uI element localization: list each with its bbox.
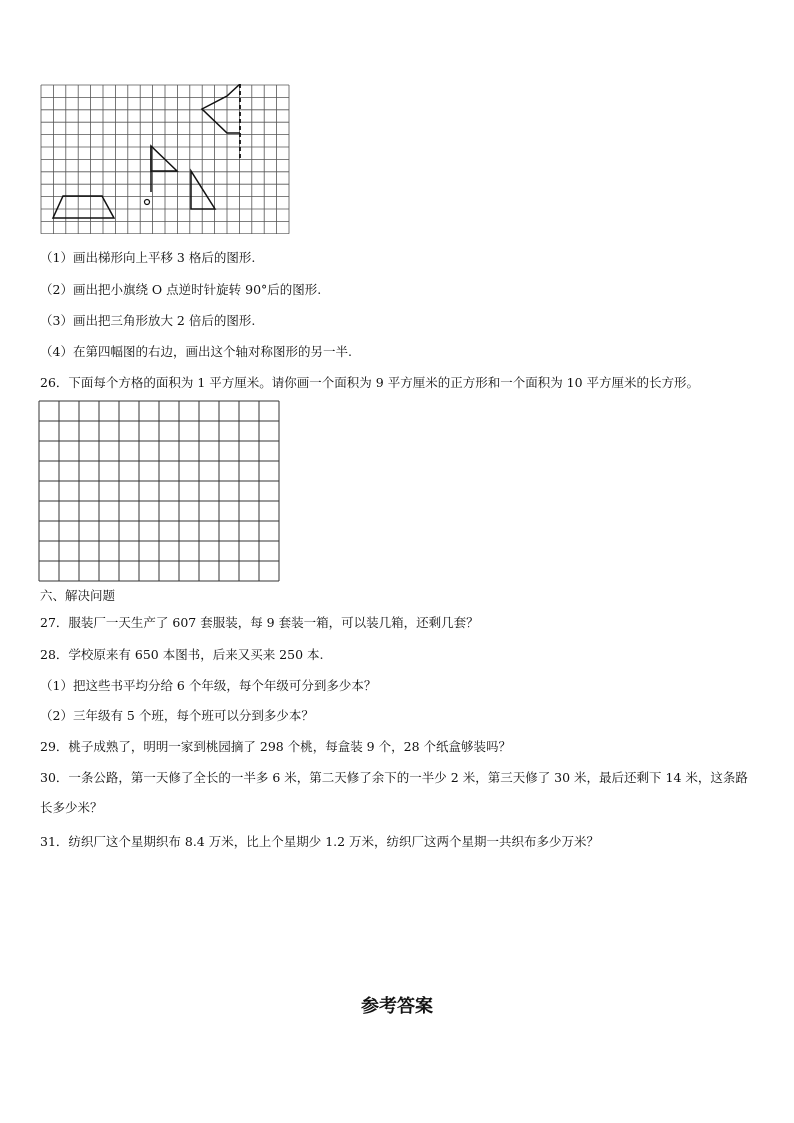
question-28: 28．学校原来有 650 本图书，后来又买来 250 本. [40, 647, 324, 662]
half-symmetric-shape [202, 84, 240, 133]
answer-title: 参考答案 [361, 996, 433, 1017]
section-6-heading: 六、解决问题 [40, 588, 116, 603]
figure-26-grid [38, 400, 280, 582]
q28-item-1: （1）把这些书平均分给 6 个年级，每个年级可分到多少本？ [40, 678, 377, 693]
question-30: 30．一条公路，第一天修了全长的一半多 6 米，第二天修了余下的一半少 2 米，第三天修了 30 米，最后还剩下 14 米，这条路长多少米？ [40, 770, 748, 815]
point-o-marker [145, 200, 150, 205]
figure-25-grid [40, 84, 292, 234]
q28-item-2: （2）三年级有 5 个班，每个班可以分到多少本？ [40, 708, 314, 723]
question-31: 31．纺织厂这个星期织布 8.4 万米，比上个星期少 1.2 万米，纺织厂这两个星期一共织布多少万米？ [40, 834, 600, 849]
q25-item-1: （1）画出梯形向上平移 3 格后的图形. [40, 250, 256, 265]
question-29: 29．桃子成熟了，明明一家到桃园摘了 298 个桃，每盒装 9 个，28 个纸盒够装吗？ [40, 739, 511, 754]
question-27: 27．服装厂一天生产了 607 套服装，每 9 套装一箱，可以装几箱，还剩几套？ [40, 615, 479, 630]
question-26: 26．下面每个方格的面积为 1 平方厘米。请你画一个面积为 9 平方厘米的正方形和一个面积为 10 平方厘米的长方形。 [40, 375, 700, 390]
grid-26 [39, 401, 279, 581]
trapezoid-shape [53, 196, 114, 218]
flag-shape [151, 146, 177, 171]
triangle-shape [191, 171, 215, 209]
q25-item-3: （3）画出把三角形放大 2 倍后的图形. [40, 313, 256, 328]
q25-item-2: （2）画出把小旗绕 O 点逆时针旋转 90°后的图形. [40, 282, 322, 297]
q25-item-4: （4）在第四幅图的右边，画出这个轴对称图形的另一半. [40, 344, 352, 359]
